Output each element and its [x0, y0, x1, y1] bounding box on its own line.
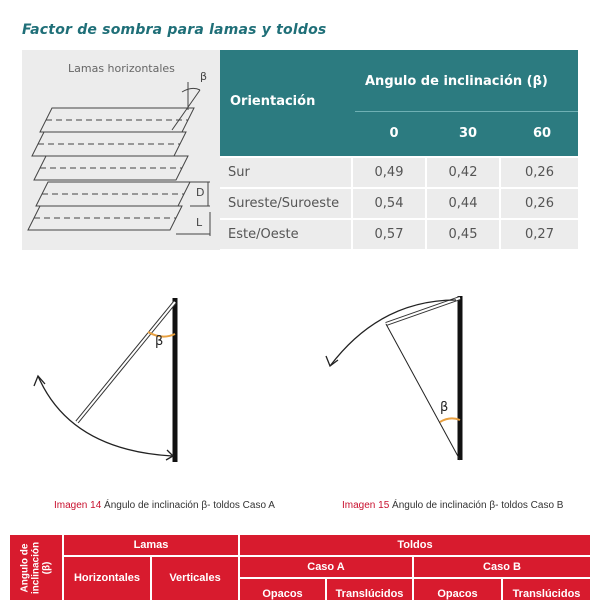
verticales-header: Verticales — [152, 557, 238, 600]
awning-diagram-case-a — [20, 290, 200, 470]
caption-number: Imagen 14 — [54, 500, 102, 511]
orientation-cell: Este/Oeste — [220, 220, 351, 249]
shade-factor-table-2 — [10, 535, 590, 600]
column-header: 0 — [389, 126, 399, 141]
lamas-header: Lamas — [64, 535, 238, 555]
table-row — [220, 158, 578, 187]
column-header: 60 — [532, 126, 552, 141]
translucidos-b-header: Translúcidos — [503, 579, 590, 600]
value-cell: 0,44 — [427, 189, 499, 218]
value-cell: 0,27 — [501, 220, 578, 249]
beta-label-case-b: β — [440, 400, 449, 415]
translucidos-a-header: Translúcidos — [327, 579, 412, 600]
orientation-cell: Sur — [220, 158, 351, 187]
opacos-b-header: Opacos — [414, 579, 501, 600]
caso-a-header: Caso A — [240, 557, 412, 577]
orientation-header: Orientación — [230, 94, 316, 109]
beta-label: β — [200, 70, 208, 83]
value-cell: 0,54 — [353, 189, 425, 218]
caption-text: Ángulo de inclinación β- toldos Caso A — [101, 500, 275, 511]
caption-number: Imagen 15 — [342, 500, 390, 511]
slats-drawing — [22, 50, 220, 250]
table-row — [220, 189, 578, 218]
value-cell: 0,42 — [427, 158, 499, 187]
opacos-a-header: Opacos — [240, 579, 325, 600]
dimension-d-label: D — [196, 186, 205, 199]
beta-label-case-a: β — [155, 334, 164, 349]
value-cell: 0,57 — [353, 220, 425, 249]
caption-case-a — [54, 500, 275, 511]
caso-b-header: Caso B — [414, 557, 590, 577]
toldos-header: Toldos — [240, 535, 590, 555]
angle-header-cell — [10, 535, 62, 600]
horizontal-slats-illustration — [22, 50, 220, 250]
table-header — [220, 50, 578, 156]
value-cell: 0,26 — [501, 158, 578, 187]
awning-diagram-case-b — [320, 290, 480, 470]
angle-header: Angulo de inclinación (β) — [365, 74, 548, 89]
orientation-cell: Sureste/Suroeste — [220, 189, 351, 218]
value-cell: 0,26 — [501, 189, 578, 218]
value-cell: 0,49 — [353, 158, 425, 187]
value-cell: 0,45 — [427, 220, 499, 249]
angle-header: Angulo de inclinación (β) — [19, 541, 53, 594]
dimension-l-label: L — [196, 216, 203, 229]
caption-case-b — [342, 500, 563, 511]
caption-text: Ángulo de inclinación β- toldos Caso B — [389, 500, 564, 511]
illustration-label: Lamas horizontales — [68, 62, 175, 75]
table-row — [220, 220, 578, 249]
column-header: 30 — [458, 126, 478, 141]
page-title: Factor de sombra para lamas y toldos — [22, 22, 327, 38]
shade-factor-table — [22, 50, 578, 250]
horizontales-header: Horizontales — [64, 557, 150, 600]
